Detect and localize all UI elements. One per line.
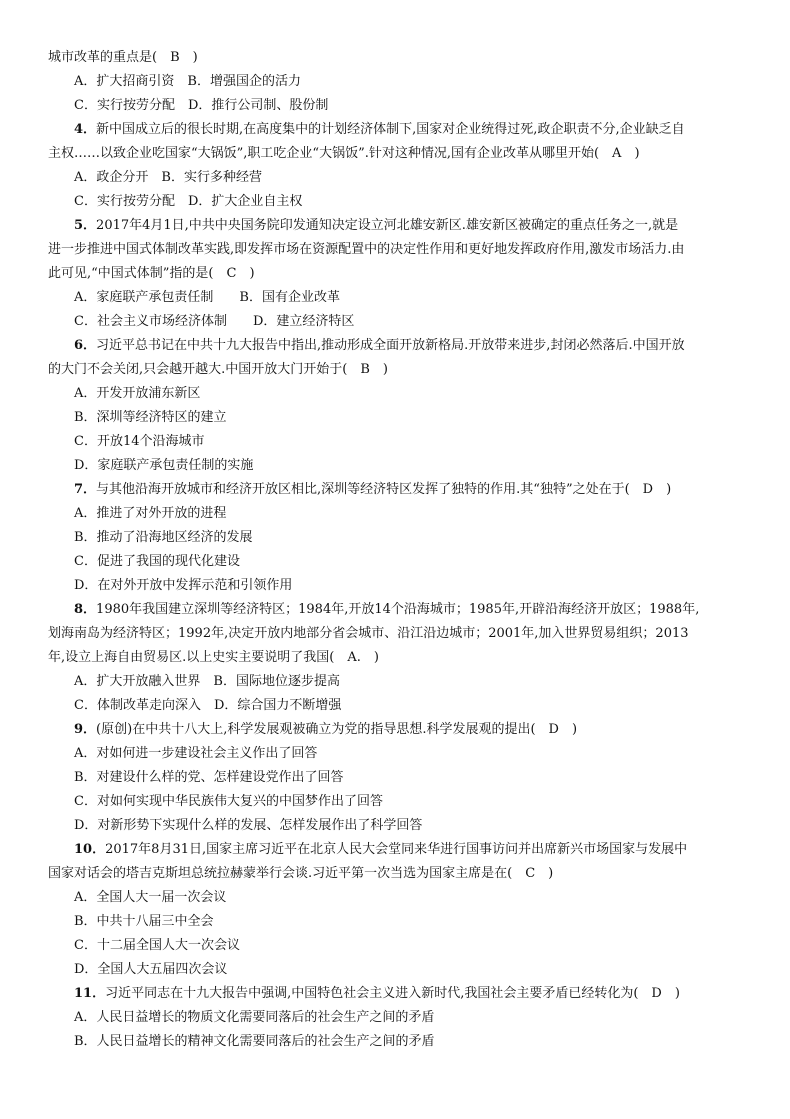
answer-option [48,310,740,334]
option-text: C．实行按劳分配 D．推行公司制、股份制 [74,98,329,113]
line-text: 进一步推进中国式体制改革实践,即发挥市场在资源配置中的决定性作用和更好地发挥政府作用,激发市场活力.由 [48,242,685,257]
answer-option [48,430,740,454]
question-text: 新中国成立后的很长时期,在高度集中的计划经济体制下,国家对企业统得过死,政企职责不分,企业缺乏自 [96,122,685,137]
line-text: 年,设立上海自由贸易区.以上史实主要说明了我国( A. ) [48,650,379,665]
option-text: C．促进了我国的现代化建设 [74,554,240,569]
answer-option [48,94,740,118]
answer-option [48,574,740,598]
option-text: A．人民日益增长的物质文化需要同落后的社会生产之间的矛盾 [74,1010,435,1025]
text-line [48,646,740,670]
option-text: B．推动了沿海地区经济的发展 [74,530,253,545]
answer-option [48,1030,740,1054]
question-number: 6． [74,338,97,353]
answer-option [48,166,740,190]
line-text: 此可见,“中国式体制”指的是( C ) [48,266,255,281]
answer-option [48,670,740,694]
line-text: 主权……以致企业吃国家“大锅饭”,职工吃企业“大锅饭”.针对这种情况,国有企业改革从哪里开始( A ) [48,146,640,161]
answer-option [48,958,740,982]
question-number: 7． [74,482,97,497]
answer-option [48,550,740,574]
question-text: 习近平同志在十九大报告中强调,中国特色社会主义进入新时代,我国社会主要矛盾已经转化为( D ) [105,986,680,1001]
option-text: A．家庭联产承包责任制 B．国有企业改革 [74,290,340,305]
option-text: A．扩大开放融入世界 B．国际地位逐步提高 [74,674,340,689]
question-text: 与其他沿海开放城市和经济开放区相比,深圳等经济特区发挥了独特的作用.其“独特”之处在于( D ) [96,482,672,497]
text-line [48,622,740,646]
option-text: B．对建设什么样的党、怎样建设党作出了回答 [74,770,344,785]
answer-option [48,70,740,94]
option-text: B．人民日益增长的精神文化需要同落后的社会生产之间的矛盾 [74,1034,435,1049]
question-line [48,478,740,502]
text-line [48,46,740,70]
text-line [48,238,740,262]
text-line [48,862,740,886]
line-text: 国家对话会的塔吉克斯坦总统拉赫蒙举行会谈.习近平第一次当选为国家主席是在( C ) [48,866,554,881]
question-number: 9． [74,722,97,737]
question-line [48,982,740,1006]
answer-option [48,934,740,958]
answer-option [48,502,740,526]
answer-option [48,382,740,406]
answer-option [48,694,740,718]
answer-option [48,526,740,550]
answer-option [48,286,740,310]
option-text: D．家庭联产承包责任制的实施 [74,458,254,473]
question-text: 习近平总书记在中共十九大报告中指出,推动形成全面开放新格局.开放带来进步,封闭必然落后.中国开放 [96,338,685,353]
option-text: C．实行按劳分配 D．扩大企业自主权 [74,194,303,209]
text-line [48,142,740,166]
option-text: A．对如何进一步建设社会主义作出了回答 [74,746,318,761]
question-text: 2017年4月1日,中共中央国务院印发通知决定设立河北雄安新区.雄安新区被确定的重点任务之一,就是 [96,218,679,233]
option-text: A．开发开放浦东新区 [74,386,201,401]
option-text: C．开放14个沿海城市 [74,434,205,449]
question-number: 8． [74,602,97,617]
option-text: A．扩大招商引资 B．增强国企的活力 [74,74,301,89]
option-text: B．深圳等经济特区的建立 [74,410,227,425]
text-line [48,358,740,382]
question-number: 4． [74,122,97,137]
option-text: D．在对外开放中发挥示范和引领作用 [74,578,293,593]
option-text: A．政企分开 B．实行多种经营 [74,170,262,185]
option-text: C．对如何实现中华民族伟大复兴的中国梦作出了回答 [74,794,383,809]
question-line [48,334,740,358]
answer-option [48,814,740,838]
question-text: (原创)在中共十八大上,科学发展观被确立为党的指导思想.科学发展观的提出( D ) [96,722,578,737]
text-line [48,262,740,286]
answer-option [48,886,740,910]
question-line [48,838,740,862]
option-text: D．全国人大五届四次会议 [74,962,228,977]
answer-option [48,910,740,934]
question-text: 2017年8月31日,国家主席习近平在北京人民大会堂同来华进行国事访问并出席新兴市场国家与发展中 [105,842,688,857]
option-text: B．中共十八届三中全会 [74,914,214,929]
option-text: A．推进了对外开放的进程 [74,506,227,521]
option-text: D．对新形势下实现什么样的发展、怎样发展作出了科学回答 [74,818,423,833]
answer-option [48,742,740,766]
answer-option [48,790,740,814]
question-number: 11． [74,986,106,1001]
question-number: 5． [74,218,97,233]
question-text: 1980年我国建立深圳等经济特区；1984年,开放14个沿海城市；1985年,开辟沿海经济开放区；1988年, [96,602,700,617]
line-text: 划海南岛为经济特区；1992年,决定开放内地部分省会城市、沿江沿边城市；2001年,加入世界贸易组织；2013 [48,626,689,641]
option-text: C．十二届全国人大一次会议 [74,938,240,953]
question-number: 10． [74,842,106,857]
question-line [48,718,740,742]
answer-option [48,1006,740,1030]
answer-option [48,454,740,478]
option-text: C．社会主义市场经济体制 D．建立经济特区 [74,314,355,329]
question-line [48,118,740,142]
option-text: C．体制改革走向深入 D．综合国力不断增强 [74,698,342,713]
question-line [48,214,740,238]
answer-option [48,406,740,430]
question-line [48,598,740,622]
line-text: 城市改革的重点是( B ) [48,50,198,65]
answer-option [48,766,740,790]
option-text: A．全国人大一届一次会议 [74,890,227,905]
answer-option [48,190,740,214]
line-text: 的大门不会关闭,只会越开越大.中国开放大门开始于( B ) [48,362,388,377]
